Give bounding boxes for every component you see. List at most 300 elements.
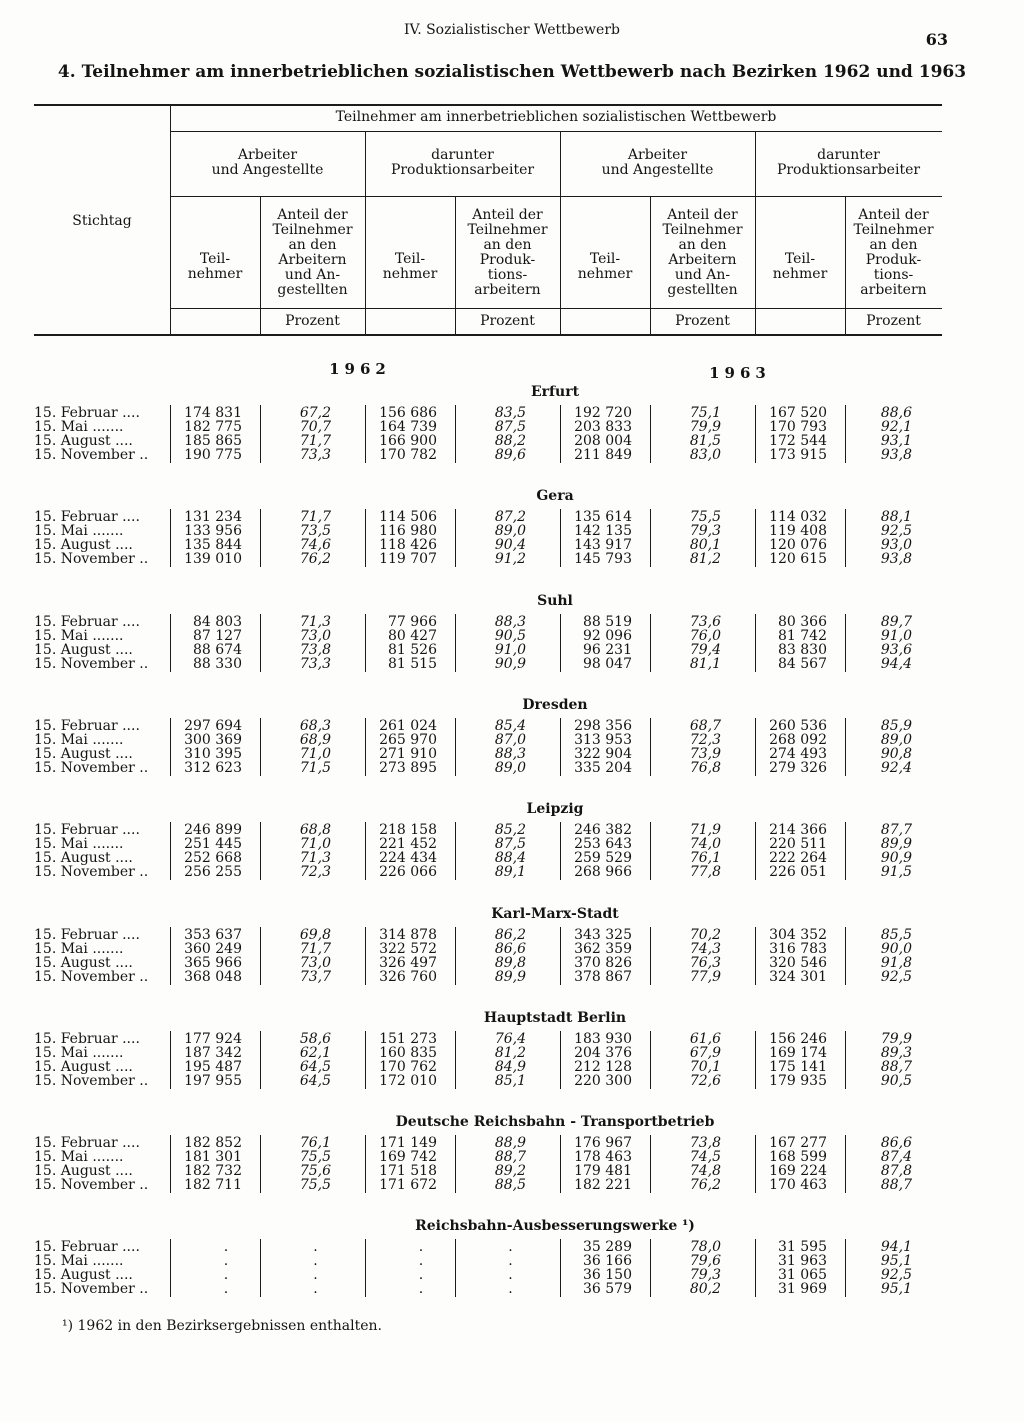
section-heading: Leipzig xyxy=(526,801,584,817)
teilnehmer-cell: 256 255 xyxy=(184,864,242,880)
anteil-cell: 81,2 xyxy=(689,551,721,567)
teilnehmer-cell: 300 369 xyxy=(184,732,242,748)
column-rule xyxy=(170,1239,171,1297)
page-number: 63 xyxy=(925,30,948,49)
row-label: 15. August .... xyxy=(34,1267,133,1283)
teilnehmer-cell: 378 867 xyxy=(574,969,632,985)
teilnehmer-cell: 120 615 xyxy=(769,551,827,567)
anteil-cell: 71,0 xyxy=(299,836,331,852)
row-label: 15. November .. xyxy=(34,551,149,567)
teilnehmer-cell: 212 128 xyxy=(574,1059,632,1075)
anteil-cell: 89,9 xyxy=(880,836,912,852)
teilnehmer-cell: 177 924 xyxy=(184,1031,242,1047)
anteil-cell: 88,3 xyxy=(494,614,526,630)
anteil-cell: 87,5 xyxy=(494,836,526,852)
anteil-cell: 74,3 xyxy=(689,941,721,957)
teilnehmer-cell: 260 536 xyxy=(769,718,827,734)
teilnehmer-cell: 320 546 xyxy=(769,955,827,971)
teilnehmer-cell: 297 694 xyxy=(184,718,242,734)
anteil-cell: 76,4 xyxy=(494,1031,526,1047)
anteil-cell: 89,6 xyxy=(494,447,526,463)
teilnehmer-cell: 313 953 xyxy=(574,732,632,748)
teilnehmer-cell: 172 010 xyxy=(379,1073,437,1089)
anteil-cell: 89,7 xyxy=(880,614,912,630)
row-label: 15. November .. xyxy=(34,1281,149,1297)
teilnehmer-cell: 83 830 xyxy=(778,642,827,658)
empty-cell: . xyxy=(508,1281,513,1297)
anteil-cell: 94,1 xyxy=(880,1239,912,1255)
anteil-cell: 95,1 xyxy=(880,1253,912,1269)
anteil-cell: 92,4 xyxy=(880,760,912,776)
teilnehmer-cell: 171 149 xyxy=(379,1135,437,1151)
row-label: 15. August .... xyxy=(34,642,133,658)
teilnehmer-cell: 360 249 xyxy=(184,941,242,957)
anteil-cell: 93,8 xyxy=(880,447,912,463)
teilnehmer-cell: 335 204 xyxy=(574,760,632,776)
prozent-unit: Prozent xyxy=(675,313,730,329)
teilnehmer-cell: 169 224 xyxy=(769,1163,827,1179)
teilnehmer-cell: 182 221 xyxy=(574,1177,632,1193)
empty-cell: . xyxy=(223,1253,229,1269)
teilnehmer-cell: 36 150 xyxy=(583,1267,632,1283)
anteil-cell: 70,1 xyxy=(689,1059,721,1075)
anteil-cell: 64,5 xyxy=(299,1073,331,1089)
teilnehmer-cell: 265 970 xyxy=(379,732,437,748)
anteil-cell: 84,9 xyxy=(494,1059,526,1075)
anteil-cell: 77,9 xyxy=(689,969,721,985)
anteil-cell: 88,1 xyxy=(880,509,912,525)
teilnehmer-cell: 304 352 xyxy=(769,927,827,943)
anteil-cell: 88,4 xyxy=(494,850,526,866)
header-vline xyxy=(170,104,171,336)
anteil-cell: 89,3 xyxy=(880,1045,912,1061)
anteil-header: Anteil der Teilnehmer an den Arbeitern und An- gestellten xyxy=(662,207,743,298)
teilnehmer-cell: 370 826 xyxy=(574,955,632,971)
anteil-cell: 88,5 xyxy=(494,1177,526,1193)
teilnehmer-cell: 179 481 xyxy=(574,1163,632,1179)
teilnehmer-cell: 170 762 xyxy=(379,1059,437,1075)
row-label: 15. Mai ....... xyxy=(34,836,124,852)
anteil-cell: 85,4 xyxy=(494,718,526,734)
teilnehmer-cell: 226 066 xyxy=(379,864,437,880)
teilnehmer-cell: 226 051 xyxy=(769,864,827,880)
anteil-cell: 87,4 xyxy=(880,1149,912,1165)
row-label: 15. Mai ....... xyxy=(34,941,124,957)
anteil-cell: 73,5 xyxy=(299,523,331,539)
row-label: 15. November .. xyxy=(34,969,149,985)
stichtag-header: Stichtag xyxy=(72,213,132,229)
teilnehmer-cell: 114 506 xyxy=(379,509,437,525)
anteil-cell: 79,3 xyxy=(689,1267,721,1283)
anteil-cell: 91,0 xyxy=(880,628,912,644)
teilnehmer-cell: 182 711 xyxy=(184,1177,242,1193)
row-label: 15. November .. xyxy=(34,1073,149,1089)
teilnehmer-cell: 96 231 xyxy=(583,642,632,658)
prozent-unit: Prozent xyxy=(866,313,921,329)
row-label: 15. Februar .... xyxy=(34,1239,140,1255)
anteil-cell: 69,8 xyxy=(299,927,331,943)
row-label: 15. Februar .... xyxy=(34,405,140,421)
column-rule xyxy=(365,1239,366,1297)
anteil-cell: 85,5 xyxy=(880,927,912,943)
teilnehmer-cell: 167 277 xyxy=(769,1135,827,1151)
teilnehmer-cell: 156 246 xyxy=(769,1031,827,1047)
anteil-cell: 71,5 xyxy=(299,760,331,776)
empty-cell: . xyxy=(313,1239,318,1255)
row-label: 15. Februar .... xyxy=(34,614,140,630)
teilnehmer-cell: 171 518 xyxy=(379,1163,437,1179)
anteil-cell: 93,1 xyxy=(880,433,912,449)
teilnehmer-cell: 197 955 xyxy=(184,1073,242,1089)
header-rule-top-group xyxy=(170,131,942,132)
teilnehmer-cell: 84 567 xyxy=(778,656,827,672)
teilnehmer-cell: 343 325 xyxy=(574,927,632,943)
footnote: ¹) 1962 in den Bezirksergebnissen enthalten. xyxy=(62,1318,382,1334)
teilnehmer-cell: 204 376 xyxy=(574,1045,632,1061)
prozent-unit: Prozent xyxy=(285,313,340,329)
anteil-cell: 91,8 xyxy=(880,955,912,971)
teilnehmer-cell: 314 878 xyxy=(379,927,437,943)
anteil-cell: 88,2 xyxy=(494,433,526,449)
teilnehmer-cell: 222 264 xyxy=(769,850,827,866)
teilnehmer-cell: 142 135 xyxy=(574,523,632,539)
teilnehmer-cell: 173 915 xyxy=(769,447,827,463)
teilnehmer-cell: 185 865 xyxy=(184,433,242,449)
anteil-cell: 67,9 xyxy=(689,1045,721,1061)
teilnehmer-cell: 211 849 xyxy=(574,447,632,463)
teilnehmer-cell: 246 382 xyxy=(574,822,632,838)
teilnehmer-cell: 298 356 xyxy=(574,718,632,734)
row-label: 15. Mai ....... xyxy=(34,1149,124,1165)
row-label: 15. August .... xyxy=(34,537,133,553)
year-label-1963: 1963 xyxy=(709,364,771,382)
anteil-cell: 87,5 xyxy=(494,419,526,435)
teilnehmer-cell: 170 463 xyxy=(769,1177,827,1193)
row-label: 15. November .. xyxy=(34,864,149,880)
teilnehmer-cell: 224 434 xyxy=(379,850,437,866)
anteil-cell: 73,0 xyxy=(299,955,331,971)
teilnehmer-cell: 365 966 xyxy=(184,955,242,971)
anteil-cell: 71,3 xyxy=(299,850,331,866)
teilnehmer-cell: 84 803 xyxy=(193,614,242,630)
teilnehmer-cell: 326 497 xyxy=(379,955,437,971)
teilnehmer-cell: 143 917 xyxy=(574,537,632,553)
empty-cell: . xyxy=(313,1267,318,1283)
anteil-cell: 62,1 xyxy=(299,1045,331,1061)
row-label: 15. Februar .... xyxy=(34,718,140,734)
anteil-cell: 83,0 xyxy=(689,447,721,463)
anteil-cell: 88,9 xyxy=(494,1135,526,1151)
teilnehmer-cell: 178 463 xyxy=(574,1149,632,1165)
anteil-cell: 61,6 xyxy=(689,1031,721,1047)
anteil-cell: 73,9 xyxy=(689,746,721,762)
section-heading: Erfurt xyxy=(530,384,580,400)
row-label: 15. Mai ....... xyxy=(34,1045,124,1061)
anteil-cell: 85,2 xyxy=(494,822,526,838)
anteil-cell: 89,0 xyxy=(880,732,912,748)
section-heading: Suhl xyxy=(537,593,573,609)
teilnehmer-cell: 168 599 xyxy=(769,1149,827,1165)
empty-cell: . xyxy=(313,1281,318,1297)
anteil-cell: 87,0 xyxy=(494,732,526,748)
section-heading: Karl-Marx-Stadt xyxy=(491,906,619,922)
row-label: 15. November .. xyxy=(34,447,149,463)
anteil-cell: 76,2 xyxy=(299,551,331,567)
teilnehmer-cell: 160 835 xyxy=(379,1045,437,1061)
teilnehmer-cell: 326 760 xyxy=(379,969,437,985)
row-label: 15. August .... xyxy=(34,746,133,762)
anteil-cell: 71,7 xyxy=(299,941,331,957)
anteil-cell: 79,6 xyxy=(689,1253,721,1269)
teilnehmer-cell: 116 980 xyxy=(379,523,437,539)
anteil-cell: 75,5 xyxy=(689,509,721,525)
teilnehmer-cell: 208 004 xyxy=(574,433,632,449)
teilnehmer-cell: 87 127 xyxy=(193,628,242,644)
teilnehmer-cell: 312 623 xyxy=(184,760,242,776)
empty-cell: . xyxy=(223,1267,229,1283)
teilnehmer-cell: 135 844 xyxy=(184,537,242,553)
anteil-cell: 90,9 xyxy=(494,656,526,672)
teilnehmer-cell: 131 234 xyxy=(184,509,242,525)
anteil-cell: 93,6 xyxy=(880,642,912,658)
anteil-cell: 73,3 xyxy=(299,656,331,672)
anteil-cell: 88,3 xyxy=(494,746,526,762)
teilnehmer-cell: 181 301 xyxy=(184,1149,242,1165)
teilnehmer-cell: 88 330 xyxy=(193,656,242,672)
anteil-cell: 95,1 xyxy=(880,1281,912,1297)
anteil-cell: 94,4 xyxy=(880,656,912,672)
teilnehmer-cell: 353 637 xyxy=(184,927,242,943)
anteil-cell: 73,8 xyxy=(299,642,331,658)
teilnehmer-cell: 170 793 xyxy=(769,419,827,435)
section-heading: Deutsche Reichsbahn - Transportbetrieb xyxy=(395,1114,715,1130)
group-header-2: darunter Produktionsarbeiter xyxy=(390,147,535,178)
teilnehmer-header: Teil- nehmer xyxy=(382,251,438,282)
row-label: 15. Mai ....... xyxy=(34,523,124,539)
anteil-cell: 76,1 xyxy=(299,1135,331,1151)
teilnehmer-cell: 251 445 xyxy=(184,836,242,852)
anteil-cell: 92,5 xyxy=(880,969,912,985)
anteil-cell: 74,0 xyxy=(689,836,721,852)
teilnehmer-cell: 31 065 xyxy=(778,1267,827,1283)
anteil-cell: 71,7 xyxy=(299,509,331,525)
empty-cell: . xyxy=(223,1281,229,1297)
teilnehmer-cell: 195 487 xyxy=(184,1059,242,1075)
teilnehmer-cell: 183 930 xyxy=(574,1031,632,1047)
anteil-cell: 87,7 xyxy=(880,822,912,838)
row-label: 15. Mai ....... xyxy=(34,1253,124,1269)
teilnehmer-cell: 203 833 xyxy=(574,419,632,435)
anteil-cell: 89,1 xyxy=(494,864,526,880)
row-label: 15. November .. xyxy=(34,656,149,672)
row-label: 15. Februar .... xyxy=(34,1031,140,1047)
teilnehmer-cell: 218 158 xyxy=(379,822,437,838)
teilnehmer-cell: 88 674 xyxy=(193,642,242,658)
anteil-cell: 75,5 xyxy=(299,1177,331,1193)
teilnehmer-cell: 253 643 xyxy=(574,836,632,852)
teilnehmer-cell: 316 783 xyxy=(769,941,827,957)
anteil-cell: 71,3 xyxy=(299,614,331,630)
row-label: 15. Februar .... xyxy=(34,927,140,943)
teilnehmer-cell: 274 493 xyxy=(769,746,827,762)
anteil-cell: 70,2 xyxy=(689,927,721,943)
empty-cell: . xyxy=(313,1253,318,1269)
anteil-cell: 73,6 xyxy=(689,614,721,630)
teilnehmer-cell: 279 326 xyxy=(769,760,827,776)
teilnehmer-cell: 171 672 xyxy=(379,1177,437,1193)
anteil-cell: 71,0 xyxy=(299,746,331,762)
anteil-cell: 89,2 xyxy=(494,1163,526,1179)
empty-cell: . xyxy=(418,1281,424,1297)
teilnehmer-cell: 145 793 xyxy=(574,551,632,567)
anteil-cell: 89,9 xyxy=(494,969,526,985)
anteil-cell: 87,8 xyxy=(880,1163,912,1179)
anteil-cell: 91,0 xyxy=(494,642,526,658)
empty-cell: . xyxy=(418,1239,424,1255)
section-heading: Hauptstadt Berlin xyxy=(483,1010,627,1026)
anteil-cell: 72,3 xyxy=(689,732,721,748)
anteil-cell: 86,2 xyxy=(494,927,526,943)
anteil-cell: 80,1 xyxy=(689,537,721,553)
teilnehmer-header: Teil- nehmer xyxy=(187,251,243,282)
header-rule-units xyxy=(170,308,942,309)
anteil-cell: 81,5 xyxy=(689,433,721,449)
teilnehmer-cell: 31 963 xyxy=(778,1253,827,1269)
anteil-cell: 87,2 xyxy=(494,509,526,525)
row-label: 15. Mai ....... xyxy=(34,419,124,435)
teilnehmer-cell: 268 966 xyxy=(574,864,632,880)
anteil-cell: 75,1 xyxy=(689,405,721,421)
anteil-cell: 89,8 xyxy=(494,955,526,971)
teilnehmer-cell: 169 742 xyxy=(379,1149,437,1165)
anteil-cell: 74,8 xyxy=(689,1163,721,1179)
teilnehmer-cell: 182 852 xyxy=(184,1135,242,1151)
anteil-cell: 78,0 xyxy=(689,1239,721,1255)
row-label: 15. Mai ....... xyxy=(34,628,124,644)
anteil-cell: 76,3 xyxy=(689,955,721,971)
anteil-cell: 91,2 xyxy=(494,551,526,567)
anteil-header: Anteil der Teilnehmer an den Produk- tions- arbeitern xyxy=(853,207,934,298)
anteil-cell: 93,0 xyxy=(880,537,912,553)
teilnehmer-cell: 175 141 xyxy=(769,1059,827,1075)
anteil-cell: 92,1 xyxy=(880,419,912,435)
anteil-cell: 68,7 xyxy=(689,718,721,734)
anteil-cell: 72,6 xyxy=(689,1073,721,1089)
teilnehmer-header: Teil- nehmer xyxy=(772,251,828,282)
teilnehmer-header: Teil- nehmer xyxy=(577,251,633,282)
anteil-cell: 68,9 xyxy=(299,732,331,748)
anteil-cell: 89,0 xyxy=(494,760,526,776)
teilnehmer-cell: 246 899 xyxy=(184,822,242,838)
empty-cell: . xyxy=(508,1253,513,1269)
teilnehmer-cell: 252 668 xyxy=(184,850,242,866)
row-label: 15. November .. xyxy=(34,1177,149,1193)
top-group-header: Teilnehmer am innerbetrieblichen sozialistischen Wettbewerb xyxy=(335,109,777,125)
group-header-3: Arbeiter und Angestellte xyxy=(601,147,714,178)
anteil-cell: 89,0 xyxy=(494,523,526,539)
anteil-cell: 74,6 xyxy=(299,537,331,553)
anteil-cell: 70,7 xyxy=(299,419,331,435)
anteil-cell: 76,0 xyxy=(689,628,721,644)
teilnehmer-cell: 214 366 xyxy=(769,822,827,838)
teilnehmer-cell: 31 969 xyxy=(778,1281,827,1297)
anteil-cell: 73,8 xyxy=(689,1135,721,1151)
teilnehmer-cell: 322 904 xyxy=(574,746,632,762)
anteil-cell: 81,1 xyxy=(689,656,721,672)
anteil-cell: 86,6 xyxy=(880,1135,912,1151)
anteil-cell: 79,9 xyxy=(880,1031,912,1047)
teilnehmer-cell: 151 273 xyxy=(379,1031,437,1047)
teilnehmer-cell: 35 289 xyxy=(583,1239,632,1255)
teilnehmer-cell: 179 935 xyxy=(769,1073,827,1089)
teilnehmer-cell: 368 048 xyxy=(184,969,242,985)
teilnehmer-cell: 268 092 xyxy=(769,732,827,748)
anteil-cell: 68,3 xyxy=(299,718,331,734)
row-label: 15. Mai ....... xyxy=(34,732,124,748)
row-label: 15. August .... xyxy=(34,1059,133,1075)
anteil-cell: 76,1 xyxy=(689,850,721,866)
anteil-cell: 83,5 xyxy=(494,405,526,421)
teilnehmer-cell: 31 595 xyxy=(778,1239,827,1255)
group-header-4: darunter Produktionsarbeiter xyxy=(776,147,921,178)
teilnehmer-cell: 156 686 xyxy=(379,405,437,421)
anteil-cell: 92,5 xyxy=(880,1267,912,1283)
teilnehmer-cell: 119 408 xyxy=(769,523,827,539)
anteil-cell: 75,6 xyxy=(299,1163,331,1179)
anteil-cell: 90,4 xyxy=(494,537,526,553)
anteil-cell: 67,2 xyxy=(299,405,331,421)
teilnehmer-cell: 221 452 xyxy=(379,836,437,852)
anteil-cell: 88,7 xyxy=(880,1177,912,1193)
teilnehmer-cell: 36 579 xyxy=(583,1281,632,1297)
teilnehmer-cell: 259 529 xyxy=(574,850,632,866)
anteil-cell: 85,1 xyxy=(494,1073,526,1089)
row-label: 15. November .. xyxy=(34,760,149,776)
teilnehmer-cell: 119 707 xyxy=(379,551,437,567)
teilnehmer-cell: 190 775 xyxy=(184,447,242,463)
row-label: 15. August .... xyxy=(34,1163,133,1179)
anteil-cell: 79,9 xyxy=(689,419,721,435)
teilnehmer-cell: 80 366 xyxy=(778,614,827,630)
teilnehmer-cell: 362 359 xyxy=(574,941,632,957)
teilnehmer-cell: 192 720 xyxy=(574,405,632,421)
anteil-cell: 79,3 xyxy=(689,523,721,539)
teilnehmer-cell: 164 739 xyxy=(379,419,437,435)
anteil-cell: 91,5 xyxy=(880,864,912,880)
teilnehmer-cell: 273 895 xyxy=(379,760,437,776)
teilnehmer-cell: 170 782 xyxy=(379,447,437,463)
anteil-cell: 93,8 xyxy=(880,551,912,567)
teilnehmer-cell: 92 096 xyxy=(583,628,632,644)
section-heading: Reichsbahn-Ausbesserungswerke ¹) xyxy=(415,1218,695,1234)
teilnehmer-cell: 77 966 xyxy=(388,614,437,630)
empty-cell: . xyxy=(508,1239,513,1255)
row-label: 15. August .... xyxy=(34,433,133,449)
anteil-cell: 71,9 xyxy=(689,822,721,838)
teilnehmer-cell: 310 395 xyxy=(184,746,242,762)
row-label: 15. Februar .... xyxy=(34,822,140,838)
anteil-cell: 76,8 xyxy=(689,760,721,776)
teilnehmer-cell: 80 427 xyxy=(388,628,437,644)
teilnehmer-cell: 174 831 xyxy=(184,405,242,421)
anteil-cell: 64,5 xyxy=(299,1059,331,1075)
teilnehmer-cell: 176 967 xyxy=(574,1135,632,1151)
anteil-cell: 88,7 xyxy=(494,1149,526,1165)
anteil-header: Anteil der Teilnehmer an den Produk- tions- arbeitern xyxy=(467,207,548,298)
teilnehmer-cell: 81 526 xyxy=(388,642,437,658)
teilnehmer-cell: 114 032 xyxy=(769,509,827,525)
teilnehmer-cell: 81 515 xyxy=(388,656,437,672)
